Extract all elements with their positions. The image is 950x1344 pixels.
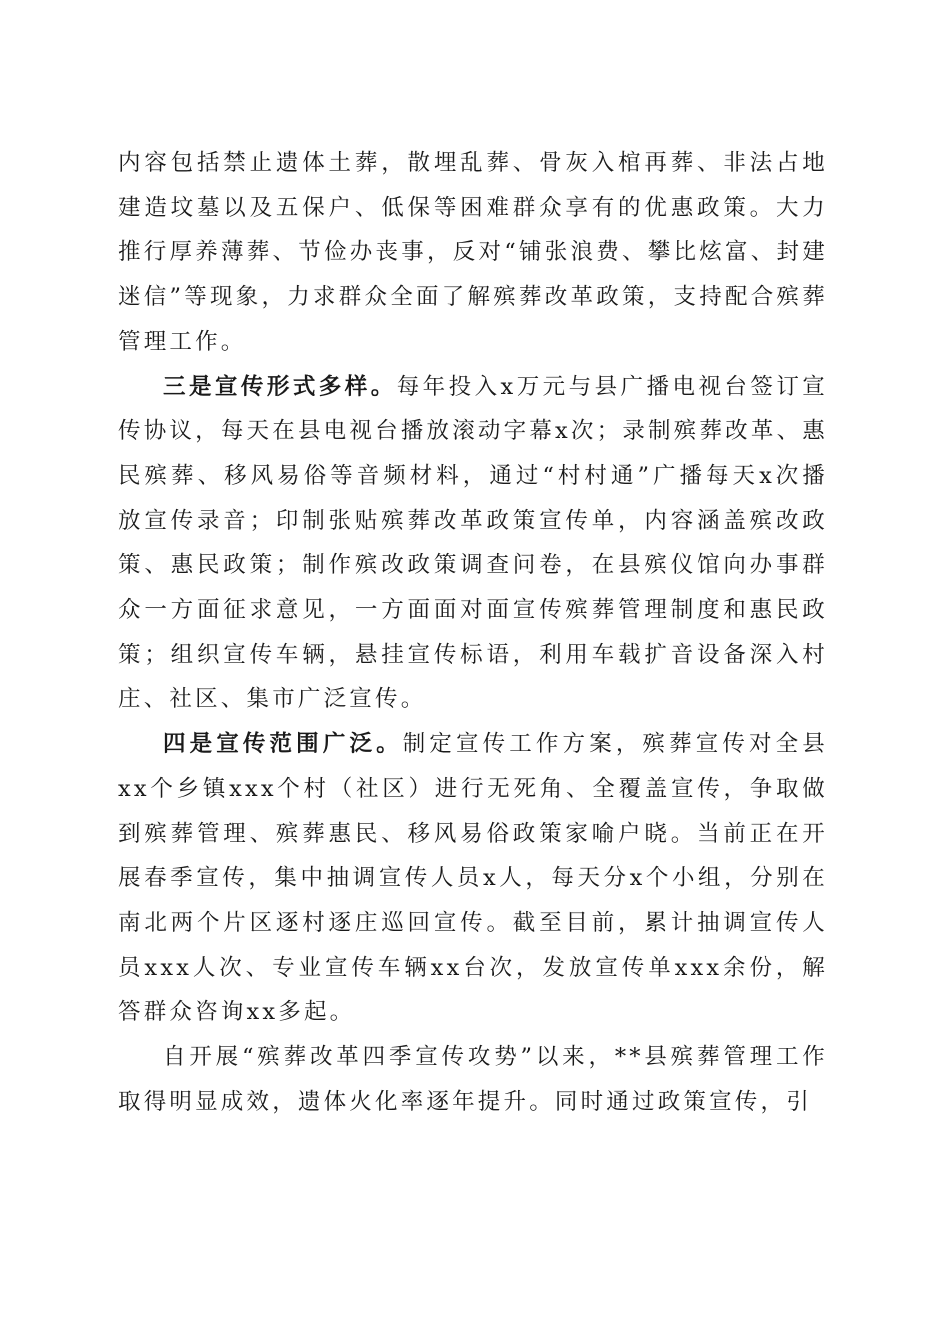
paragraph-publicity-forms — [118, 365, 828, 723]
paragraph-publicity-scope — [118, 722, 828, 1035]
paragraph-funeral-policy-content — [118, 141, 828, 365]
paragraph-results — [118, 1035, 828, 1124]
paragraph-text: 内容包括禁止遗体土葬，散埋乱葬、骨灰入棺再葬、非法占地建造坟墓以及五保户、低保等困难群众享有的优惠政策。大力推行厚养薄葬、节俭办丧事，反对“铺张浪费、攀比炫富、封建迷信”等现象，力求群众全面了解殡葬改革政策，支持配合殡葬管理工作。 — [118, 150, 828, 355]
paragraph-lead-heading: 四是宣传范围广泛。 — [163, 731, 403, 758]
paragraph-text: 自开展“殡葬改革四季宣传攻势”以来，**县殡葬管理工作取得明显成效，遗体火化率逐年提升。同时通过政策宣传，引 — [118, 1044, 828, 1115]
paragraph-text: 制定宣传工作方案，殡葬宣传对全县xx个乡镇xxx个村（社区）进行无死角、全覆盖宣传，争取做到殡葬管理、殡葬惠民、移风易俗政策家喻户晓。当前正在开展春季宣传，集中抽调宣传人员x人，每天分x个小组，分别在南北两个片区逐村逐庄巡回宣传。截至目前，累计抽调宣传人员xxx人次、专业宣传车辆xx台次，发放宣传单xxx余份，解答群众咨询xx多起。 — [118, 731, 828, 1026]
paragraph-text: 每年投入x万元与县广播电视台签订宣传协议，每天在县电视台播放滚动字幕x次；录制殡葬改革、惠民殡葬、移风易俗等音频材料，通过“村村通”广播每天x次播放宣传录音；印制张贴殡葬改革政策宣传单，内容涵盖殡改政策、惠民政策；制作殡改政策调查问卷，在县殡仪馆向办事群众一方面征求意见，一方面面对面宣传殡葬管理制度和惠民政策；组织宣传车辆，悬挂宣传标语，利用车载扩音设备深入村庄、社区、集市广泛宣传。 — [118, 373, 828, 713]
paragraph-lead-heading: 三是宣传形式多样。 — [163, 373, 397, 400]
document-body — [118, 141, 828, 1124]
